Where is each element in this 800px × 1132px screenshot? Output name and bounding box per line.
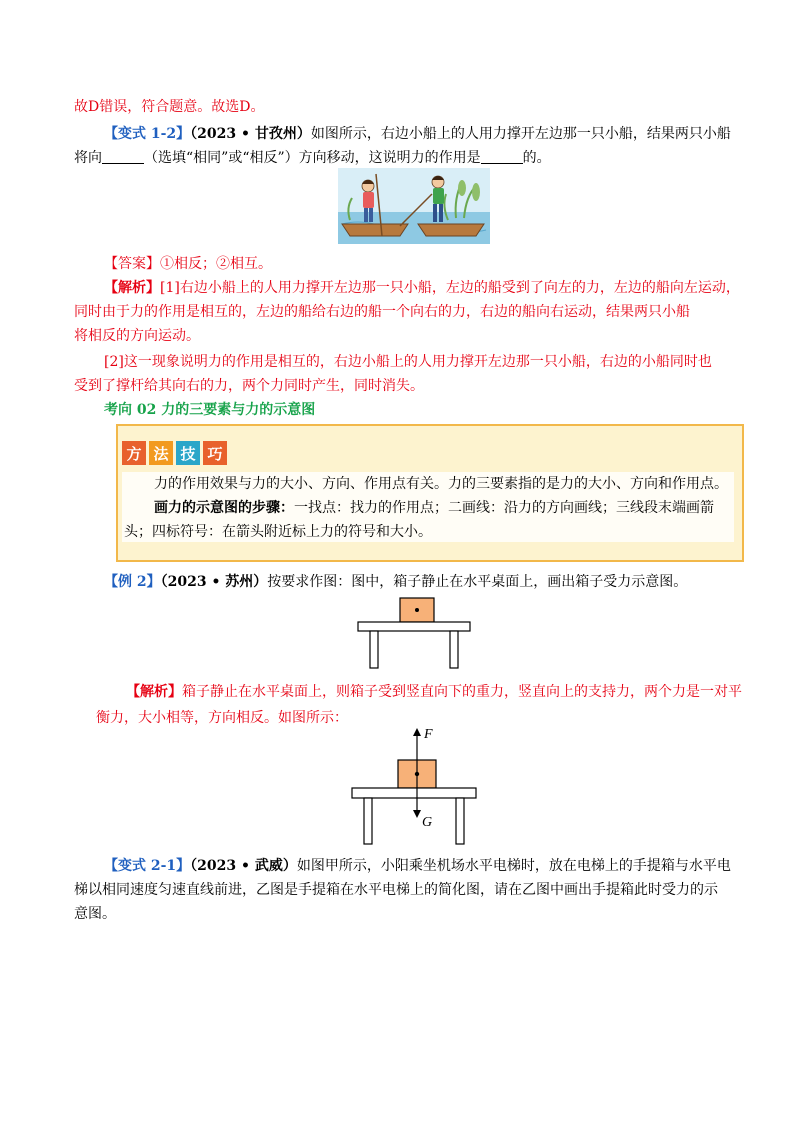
example-2-tag: 【例 2】	[104, 574, 161, 590]
variant-1-2-analysis-line2: 同时由于力的作用是相互的，左边的船给右边的船一个向右的力，右边的船向右运动，结果两只小船	[74, 304, 690, 320]
method-badge: 巧	[203, 441, 227, 465]
example-2-analysis-line2: 衡力，大小相等，方向相反。如图所示：	[96, 710, 348, 726]
example-2-analysis-label: 【解析】	[126, 684, 182, 700]
variant-1-2-question-line2	[74, 148, 551, 168]
answer-blank-1	[102, 149, 144, 164]
variant-2-1-line2: 梯以相同速度匀速直线前进，乙图是手提箱在水平电梯上的简化图，请在乙图中画出手提箱此时受力的示	[74, 882, 718, 898]
method-line1: 力的作用效果与力的大小、方向、作用点有关。力的三要素指的是力的大小、方向和作用点。	[154, 476, 728, 492]
variant-1-2-text-b-end: 的。	[522, 150, 551, 166]
method-line3: 头；四标符号：在箭头附近标上力的符号和大小。	[124, 524, 432, 540]
variant-1-2-text-b-start: 将向	[74, 150, 102, 166]
variant-1-2-source: （2023 • 甘孜州）	[190, 126, 311, 142]
force-label-g: G	[422, 815, 433, 830]
method-badges	[122, 441, 227, 465]
analysis-label: 【解析】	[104, 280, 160, 296]
variant-2-1-text-a: 如图甲所示，小阳乘坐机场水平电梯时，放在电梯上的手提箱与水平电	[296, 858, 731, 874]
intro-line: 故D错误，符合题意。故选D。	[74, 99, 265, 115]
force-diagram	[350, 724, 480, 848]
answer-blank-2	[481, 149, 523, 164]
variant-2-1-source: （2023 • 武威）	[190, 858, 297, 874]
variant-1-2-analysis-line4: [2]这一现象说明力的作用是相互的，右边小船上的人用力撑开左边那一只小船，右边的小船同时也	[104, 354, 712, 370]
boats-illustration	[338, 168, 490, 244]
answer-label: 【答案】	[104, 256, 160, 272]
method-steps-text: 一找点：找力的作用点；二画线：沿力的方向画线；三线段末端画箭	[294, 500, 714, 516]
example-2-source: （2023 • 苏州）	[160, 574, 268, 590]
method-badge: 方	[122, 441, 146, 465]
variant-1-2-answer	[104, 254, 272, 274]
example-2-question	[104, 572, 687, 592]
box-on-table-diagram	[356, 596, 472, 670]
example-2-text: 按要求作图：图中，箱子静止在水平桌面上，画出箱子受力示意图。	[267, 574, 688, 590]
variant-1-2-question-line1	[104, 124, 731, 144]
variant-1-2-analysis-line5: 受到了撑杆给其向右的力，两个力同时产生，同时消失。	[74, 378, 424, 394]
section-heading: 考向 02 力的三要素与力的示意图	[104, 402, 316, 418]
variant-2-1-tag: 【变式 2-1】	[104, 858, 191, 874]
method-steps-label: 画力的示意图的步骤：	[154, 500, 294, 516]
method-badge: 法	[149, 441, 173, 465]
variant-2-1-line3: 意图。	[74, 906, 116, 922]
variant-1-2-text-b-mid: （选填“相同”或“相反”）方向移动，这说明力的作用是	[144, 150, 481, 166]
example-2-analysis-line1	[126, 682, 742, 702]
variant-1-2-analysis-line1	[104, 278, 740, 298]
answer-text: ①相反；②相互。	[160, 256, 272, 272]
variant-1-2-text-a: 如图所示，右边小船上的人用力撑开左边那一只小船，结果两只小船	[310, 126, 731, 142]
analysis-1a: [1]右边小船上的人用力撑开左边那一只小船，左边的船受到了向左的力，左边的船向左运动，	[160, 280, 740, 296]
method-line2	[154, 498, 714, 518]
variant-1-2-tag: 【变式 1-2】	[104, 126, 191, 142]
method-badge: 技	[176, 441, 200, 465]
force-label-f: F	[424, 727, 433, 742]
variant-1-2-analysis-line3: 将相反的方向运动。	[74, 328, 200, 344]
example-2-analysis-a: 箱子静止在水平桌面上，则箱子受到竖直向下的重力，竖直向上的支持力，两个力是一对平	[182, 684, 742, 700]
variant-2-1-line1	[104, 856, 731, 876]
